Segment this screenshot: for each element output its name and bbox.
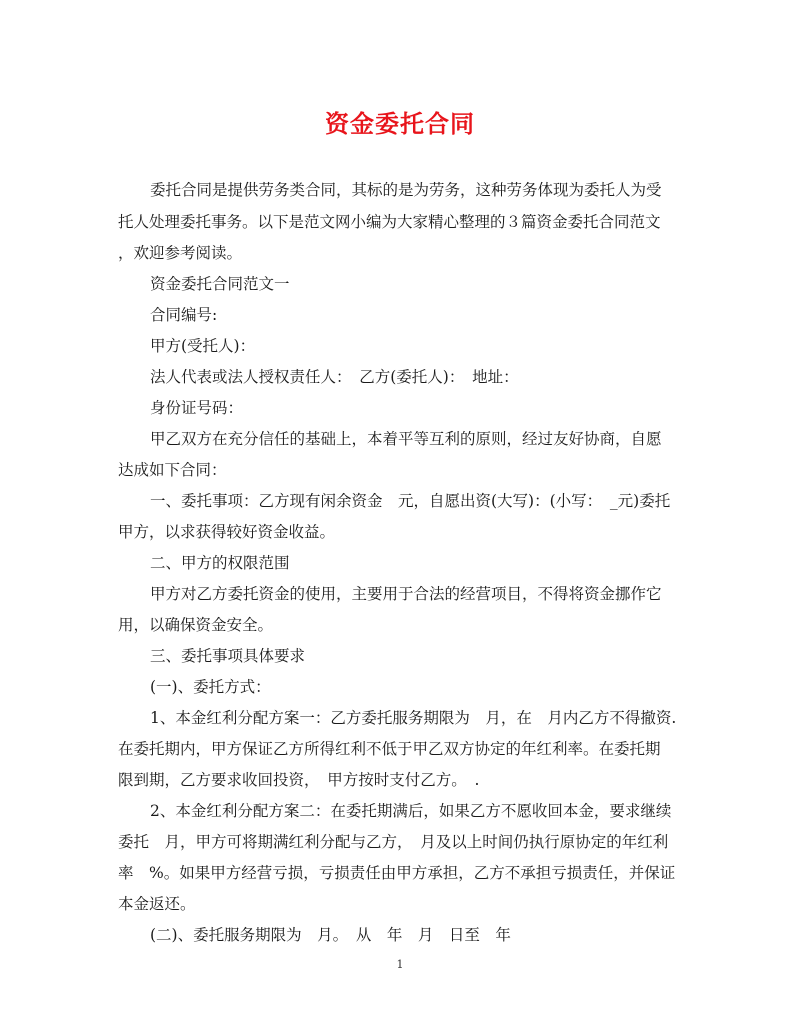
paragraph-line: 法人代表或法人授权责任人： 乙方(委托人)： 地址： xyxy=(150,368,519,386)
paragraph-line: 达成如下合同： xyxy=(118,461,227,479)
paragraph-line: 1、本金红利分配方案一：乙方委托服务期限为 月，在 月内乙方不得撤资. xyxy=(150,709,677,727)
paragraph-line: 甲方，以求获得较好资金收益。 xyxy=(118,523,336,541)
paragraph-line: 委托 月，甲方可将期满红利分配与乙方， 月及以上时间仍执行原协定的年红利 xyxy=(118,833,669,851)
section-heading: 二、甲方的权限范围 xyxy=(150,554,290,572)
paragraph-line: (二)、委托服务期限为 月。 从 年 月 日至 年 xyxy=(150,926,511,944)
section-heading: 三、委托事项具体要求 xyxy=(150,647,306,665)
paragraph-line: 甲方(受托人)： xyxy=(150,337,256,355)
paragraph-line: 本金返还。 xyxy=(118,895,196,913)
paragraph-line: 在委托期内，甲方保证乙方所得红利不低于甲乙双方协定的年红利率。在委托期 xyxy=(118,740,661,758)
paragraph-line: 限到期，乙方要求收回投资， 甲方按时支付乙方。 . xyxy=(118,771,480,789)
paragraph-line: 合同编号: xyxy=(150,306,218,324)
paragraph-line: 托人处理委托事务。以下是范文网小编为大家精心整理的３篇资金委托合同范文 xyxy=(118,213,661,231)
page-number: 1 xyxy=(396,958,404,971)
paragraph-line: 身份证号码： xyxy=(150,399,244,417)
paragraph-line: 委托合同是提供劳务类合同，其标的是为劳务，这种劳务体现为委托人为受 xyxy=(150,181,662,199)
paragraph-line: 一、委托事项：乙方现有闲余资金 元，自愿出资(大写)：(小写： _元)委托 xyxy=(150,492,671,510)
paragraph-line: 2、本金红利分配方案二：在委托期满后，如果乙方不愿收回本金，要求继续 xyxy=(150,802,672,820)
paragraph-line: 用，以确保资金安全。 xyxy=(118,616,274,634)
paragraph-line: (一)、委托方式： xyxy=(150,678,271,696)
paragraph-line: 甲乙双方在充分信任的基础上，本着平等互利的原则，经过友好协商，自愿 xyxy=(150,430,662,448)
paragraph-line: ，欢迎参考阅读。 xyxy=(118,244,243,262)
section-heading: 资金委托合同范文一 xyxy=(150,275,290,293)
document-title: 资金委托合同 xyxy=(325,109,475,138)
paragraph-line: 甲方对乙方委托资金的使用，主要用于合法的经营项目，不得将资金挪作它 xyxy=(150,585,662,603)
paragraph-line: 率 %。如果甲方经营亏损，亏损责任由甲方承担，乙方不承担亏损责任，并保证 xyxy=(118,864,676,882)
